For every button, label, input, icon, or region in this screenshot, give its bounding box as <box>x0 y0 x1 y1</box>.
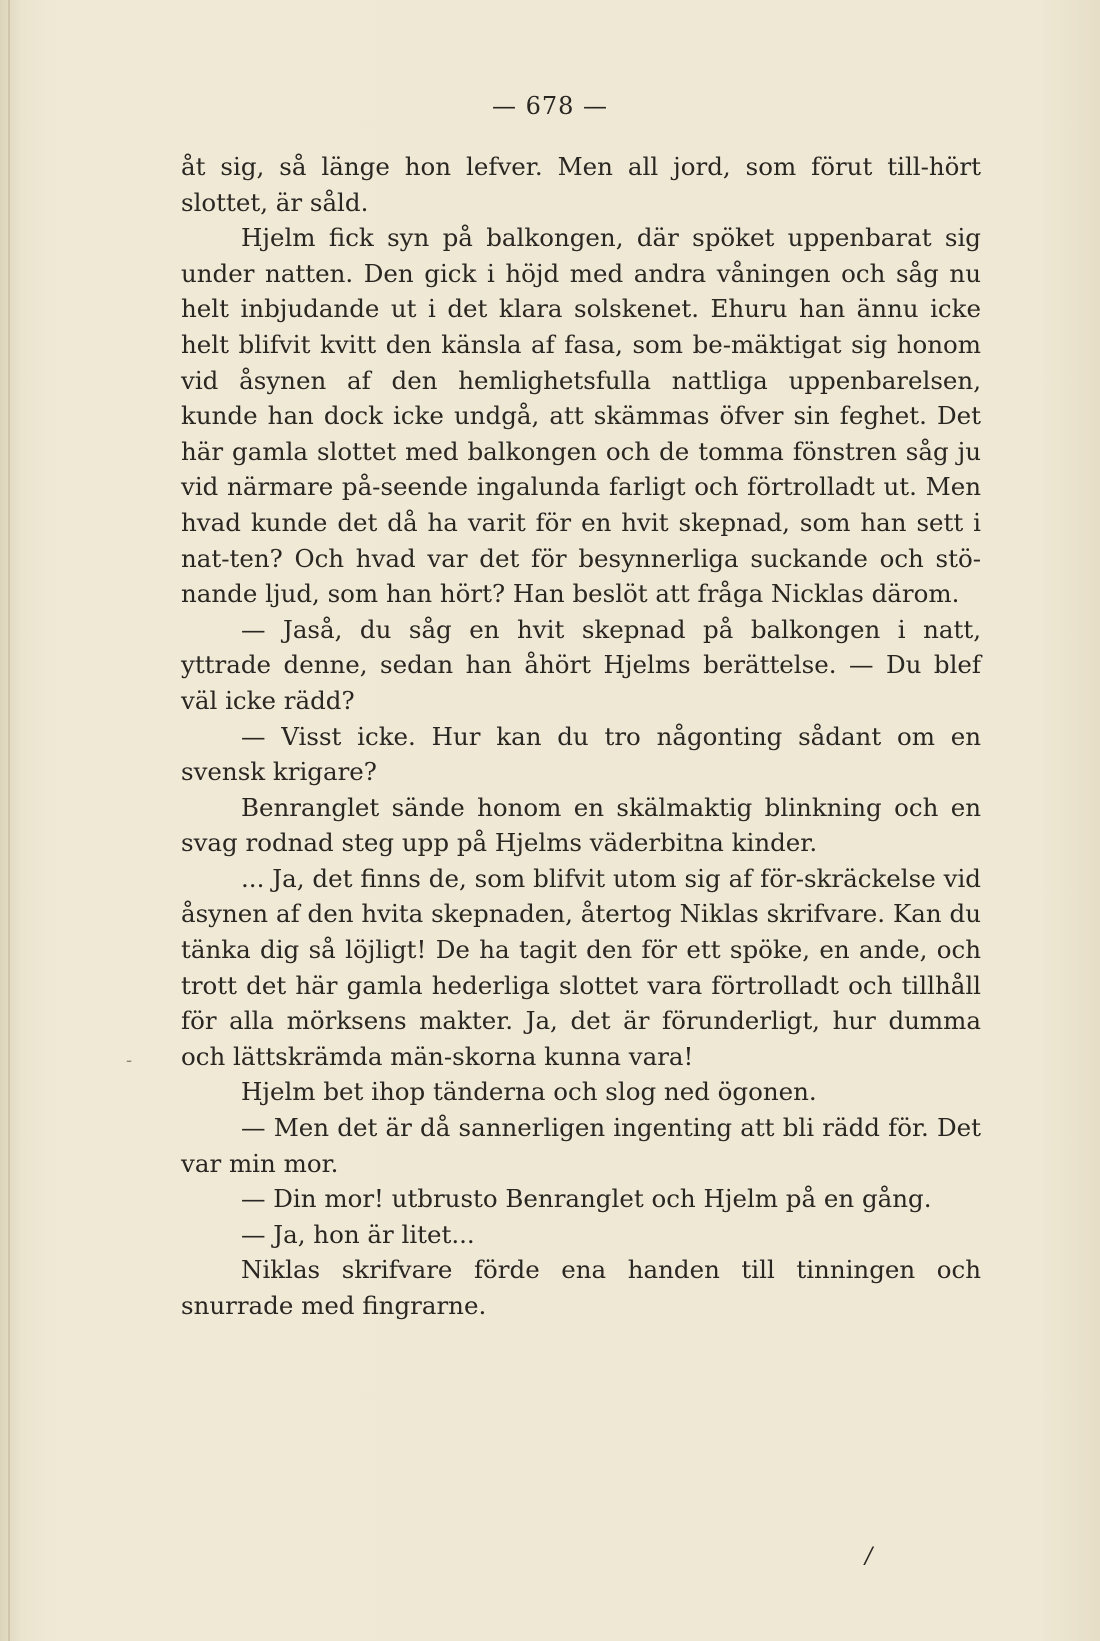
margin-mark: - <box>126 1050 133 1071</box>
page-number: — 678 — <box>491 92 609 120</box>
paragraph: — Jaså, du såg en hvit skepnad på balkongen i natt, yttrade denne, sedan han åhört Hjelms berättelse. — Du blef väl icke rädd? <box>181 614 981 715</box>
paragraph: Benranglet sände honom en skälmaktig blinkning och en svag rodnad steg upp på Hjelms väderbitna kinder. <box>181 792 981 858</box>
page-edge <box>8 0 10 1641</box>
paragraph: — Visst icke. Hur kan du tro någonting sådant om en svensk krigare? <box>181 721 981 787</box>
paragraph: Hjelm bet ihop tänderna och slog ned ögonen. <box>241 1077 817 1107</box>
paragraph: — Ja, hon är litet... <box>241 1219 475 1249</box>
paragraph: Niklas skrifvare förde ena handen till tinningen och snurrade med fingrarne. <box>181 1255 981 1320</box>
paragraph: — Men det är då sannerligen ingenting att bli rädd för. Det var min mor. <box>181 1113 981 1178</box>
body-text <box>181 149 981 1324</box>
paragraph: — Din mor! utbrusto Benranglet och Hjelm på en gång. <box>241 1184 932 1214</box>
stray-ink-mark: / <box>865 1544 873 1569</box>
paragraph: Hjelm fick syn på balkongen, där spöket uppenbarat sig under natten. Den gick i höjd med andra våningen och såg nu helt inbjudande ut i det klara solskenet. Ehuru han ännu icke helt blifvit kvitt den känsla af fasa, som be-mäktigat sig honom vid åsynen af den hemlighetsfulla nattliga uppenbarelsen, kunde han dock icke undgå, att skämmas öfver sin feghet. Det här gamla slottet med balkongen och de tomma fönstren såg ju vid närmare på-seende ingalunda farligt och förtrolladt ut. Men hvad kunde det då ha varit för en hvit skepnad, som han sett i nat-ten? Och hvad var det för besynnerliga suckande och stö-nande ljud, som han hört? Han beslöt att fråga Nicklas därom. <box>181 223 981 609</box>
paragraph-continued: åt sig, så länge hon lefver. Men all jord, som förut till-hört slottet, är såld. <box>181 152 981 217</box>
paragraph: ... Ja, det finns de, som blifvit utom sig af för-skräckelse vid åsynen af den hvita skepnaden, återtog Niklas skrifvare. Kan du tänka dig så löjligt! De ha tagit den för ett spöke, en ande, och trott det här gamla hederliga slottet vara förtrolladt och tillhåll för alla mörksens makter. Ja, det är förunderligt, hur dumma och lättskrämda män-skorna kunna vara! <box>181 863 981 1071</box>
